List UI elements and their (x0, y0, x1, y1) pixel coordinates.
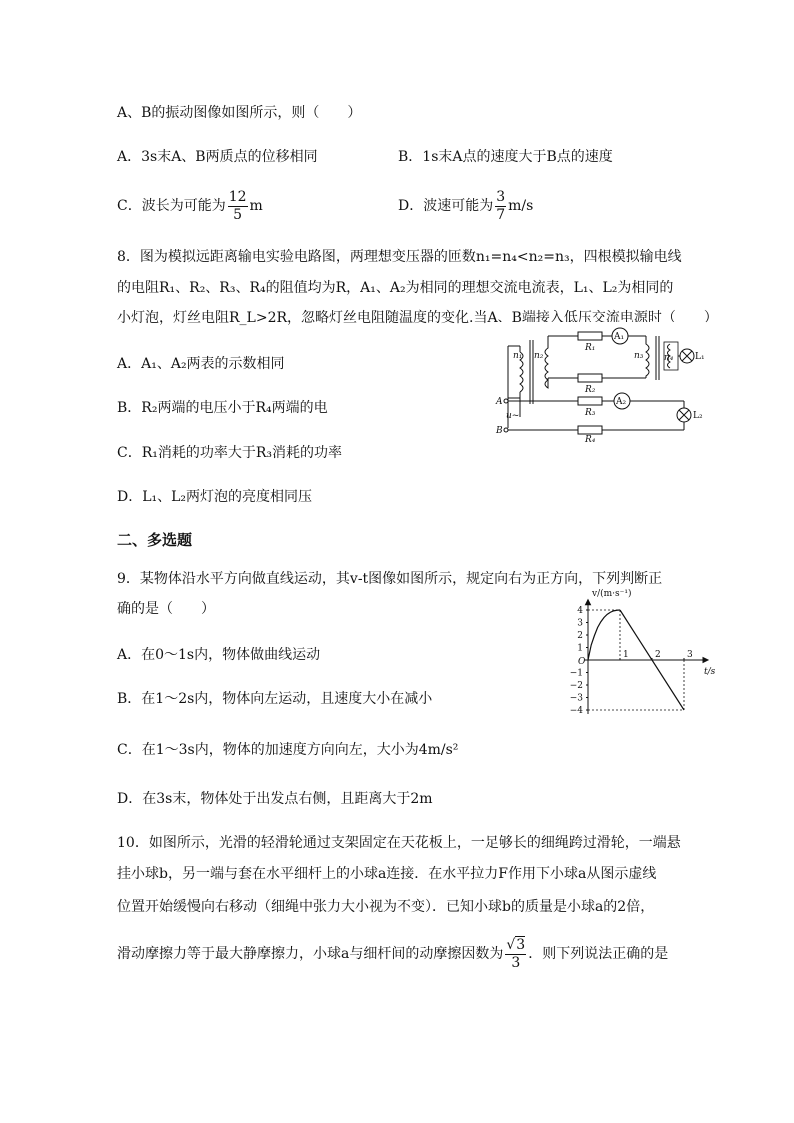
q7-option-c-text: C．波长为可能为 (117, 198, 226, 214)
y-tick-label: 4 (577, 606, 583, 616)
label-n4: n₄ (664, 353, 674, 363)
y-axis-arrow (586, 600, 591, 605)
label-n1: n₁ (513, 351, 523, 361)
q7-option-c (117, 186, 263, 226)
label-a1: A₁ (614, 332, 625, 342)
q7-option-c-unit: m (249, 198, 263, 214)
q10-stem-line-1: 10．如图所示，光滑的轻滑轮通过支架固定在天花板上，一足够长的细绳跨过滑轮，一端悬 (117, 835, 681, 851)
q9-option-c: C．在1～3s内，物体的加速度方向向左，大小为4m/s² (117, 742, 459, 758)
q7-option-a: A．3s末A、B两质点的位移相同 (117, 149, 318, 165)
fraction-denominator: 7 (496, 206, 506, 223)
q8-option-a: A．A₁、A₂两表的示数相同 (117, 356, 285, 372)
x-axis-arrow (703, 658, 708, 663)
q10-stem-line-3: 位置开始缓慢向右移动（细绳中张力大小视为不变）．已知小球b的质量是小球a的2倍， (117, 899, 655, 915)
q8-option-c: C．R₁消耗的功率大于R₃消耗的功率 (117, 445, 343, 461)
series-curve (588, 610, 620, 660)
label-terminal-a: A (496, 397, 503, 407)
fraction-numerator: √3 (506, 936, 526, 953)
label-terminal-b: B (496, 426, 503, 436)
q7-intro: A、B的振动图像如图所示，则（ ） (117, 105, 362, 121)
q8-option-b: B．R₂两端的电压小于R₄两端的电 (117, 400, 328, 416)
label-u: u~ (506, 411, 520, 421)
x-axis-label: t/s (704, 667, 716, 677)
y-tick-label: 1 (577, 643, 583, 654)
label-r3: R₃ (585, 408, 596, 418)
q7-option-b: B．1s末A点的速度大于B点的速度 (398, 149, 613, 165)
origin-label: O (578, 657, 586, 667)
section-title: 二、多选题 (117, 531, 193, 549)
q9-stem-line-2: 确的是（ ） (117, 601, 215, 617)
fraction-numerator: 12 (228, 188, 247, 205)
fraction-denominator: 3 (511, 954, 521, 971)
y-tick-label: −3 (569, 693, 583, 704)
q9-option-d: D．在3s末，物体处于出发点右侧，且距离大于2m (117, 791, 433, 807)
q9-stem-line-1: 9．某物体沿水平方向做直线运动，其v-t图像如图所示，规定向右为正方向，下列判断正 (117, 571, 663, 587)
y-tick-label: −2 (569, 681, 583, 691)
q10-stem-line-4 (117, 932, 668, 976)
y-tick-label: 2 (577, 631, 583, 641)
sqrt-radicand: 3 (516, 936, 526, 953)
q8-stem-line-3: 小灯泡，灯丝电阻R_L>2R，忽略灯丝电阻随温度的变化.当A、B端接入低压交流电源时（ ） (117, 310, 718, 326)
q7-option-d-unit: m/s (508, 198, 534, 214)
x-tick-label: 1 (623, 650, 629, 660)
fraction-denominator: 5 (233, 206, 243, 223)
label-r1: R₁ (585, 343, 596, 353)
label-r2: R₂ (585, 385, 596, 395)
label-r4: R₄ (585, 435, 596, 445)
y-tick-label: −4 (569, 706, 583, 716)
q8-stem-line-1: 8．图为模拟远距离输电实验电路图，两理想变压器的匝数n₁=n₄<n₂=n₃，四根模拟输电线 (117, 249, 682, 265)
circuit-diagram (496, 322, 706, 445)
q7-option-d-text: D．波速可能为 (398, 198, 494, 214)
q8-stem-line-2: 的电阻R₁、R₂、R₃、R₄的阻值均为R，A₁、A₂为相同的理想交流电流表，L₁、L₂为相同的 (117, 280, 674, 296)
x-tick-label: 3 (687, 650, 693, 660)
label-n2: n₂ (534, 351, 544, 361)
label-l1: L₁ (695, 352, 705, 362)
label-n3: n₃ (634, 351, 644, 361)
q10-fraction (505, 937, 526, 972)
y-tick-label: −1 (569, 668, 583, 679)
y-axis-label: v/(m·s⁻¹) (592, 589, 632, 599)
q10-stem-line-2: 挂小球b，另一端与套在水平细杆上的小球a连接．在水平拉力F作用下小球a从图示虚线 (117, 866, 657, 882)
vt-chart (560, 586, 720, 716)
q10-line4-text: 滑动摩擦力等于最大静摩擦力，小球a与细杆间的动摩擦因数为 (117, 946, 504, 962)
q7-option-d-fraction (495, 189, 506, 224)
q9-option-a: A．在0～1s内，物体做曲线运动 (117, 647, 321, 663)
q8-option-d: D．L₁、L₂两灯泡的亮度相同压 (117, 489, 313, 505)
y-tick-label: 3 (577, 618, 583, 629)
q7-option-d (398, 186, 533, 226)
label-l2: L₂ (693, 411, 703, 421)
q7-option-c-fraction (228, 189, 248, 224)
q9-option-b: B．在1～2s内，物体向左运动，且速度大小在减小 (117, 691, 433, 707)
q10-line4-tail: ．则下列说法正确的是 (528, 946, 669, 962)
x-tick-label: 2 (655, 650, 661, 660)
fraction-numerator: 3 (496, 188, 506, 205)
label-a2: A₂ (616, 397, 627, 407)
